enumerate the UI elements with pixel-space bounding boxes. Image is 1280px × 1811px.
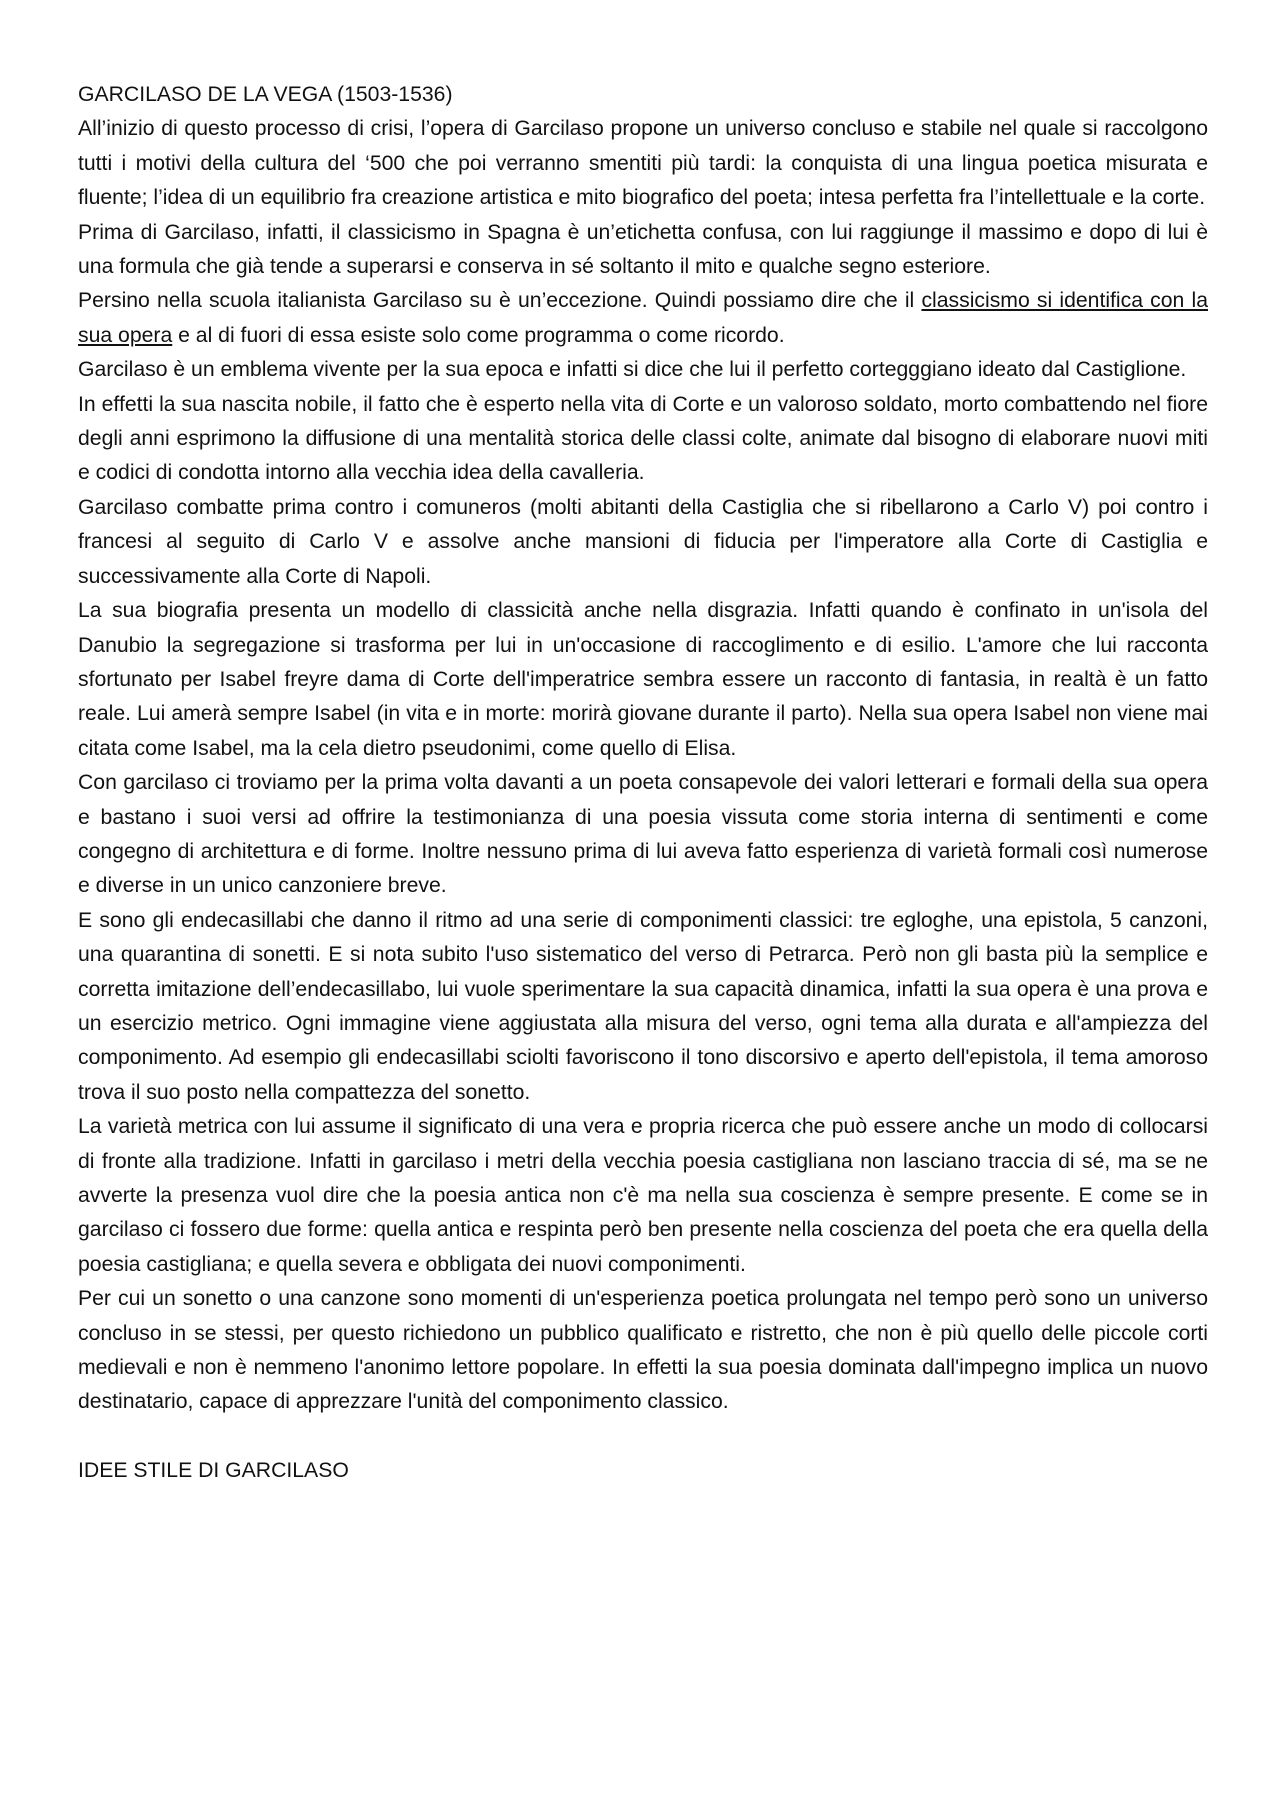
paragraph-10: La varietà metrica con lui assume il significato di una vera e propria ricerca che può essere anche un modo di collocarsi di fronte alla tradizione. Infatti in garcilaso i metri della vecchia poesia castigliana non lasciano traccia di sé, ma se ne avverte la presenza vuol dire che la poesia antica non c'è ma nella sua coscienza è sempre presente. E come se in garcilaso ci fossero due forme: quella antica e respinta però ben presente nella coscienza del poeta che era quella della poesia castigliana; e quella severa e obbligata dei nuovi componimenti. [78,1115,1208,1276]
paragraph-5: In effetti la sua nascita nobile, il fatto che è esperto nella vita di Corte e un valoroso soldato, morto combattendo nel fiore degli anni esprimono la diffusione di una mentalità storica delle classi colte, animate dal bisogno di elaborare nuovi miti e codici di condotta intorno alla vecchia idea della cavalleria. [78,392,1208,485]
paragraph-11: Per cui un sonetto o una canzone sono momenti di un'esperienza poetica prolungata nel tempo però sono un universo concluso in se stessi, per questo richiedono un pubblico qualificato e ristretto, che non è più quello delle piccole corti medievali e non è nemmeno l'anonimo lettore popolare. In effetti la sua poesia dominata dall'impegno implica un nuovo destinatario, capace di apprezzare l'unità del componimento classico. [78,1287,1208,1414]
paragraph-3-after: e al di fuori di essa esiste solo come programma o come ricordo. [172,323,785,347]
document-title: GARCILASO DE LA VEGA (1503-1536) [78,83,453,106]
paragraph-1: All’inizio di questo processo di crisi, l’opera di Garcilaso propone un universo concluso e stabile nel quale si raccolgono tutti i motivi della cultura del ‘500 che poi verranno smentiti più tardi: la conquista di una lingua poetica misurata e fluente; l’idea di un equilibrio fra creazione artistica e mito biografico del poeta; intesa perfetta fra l’intellettuale e la corte. [78,117,1208,210]
paragraph-9: E sono gli endecasillabi che danno il ritmo ad una serie di componimenti classici: tre egloghe, una epistola, 5 canzoni, una quarantina di sonetti. E si nota subito l'uso sistematico del verso di Petrarca. Però non gli basta più la semplice e corretta imitazione dell’endecasillabo, lui vuole sperimentare la sua capacità dinamica, infatti la sua opera è una prova e un esercizio metrico. Ogni immagine viene aggiustata alla misura del verso, ogni tema alla durata e all'ampiezza del componimento. Ad esempio gli endecasillabi sciolti favoriscono il tono discorsivo e aperto dell'epistola, il tema amoroso trova il suo posto nella compattezza del sonetto. [78,908,1208,1104]
paragraph-3-before: Persino nella scuola italianista Garcilaso su è un’eccezione. Quindi possiamo dire che il [78,289,922,313]
paragraph-2: Prima di Garcilaso, infatti, il classicismo in Spagna è un’etichetta confusa, con lui raggiunge il massimo e dopo di lui è una formula che già tende a superarsi e conserva in sé soltanto il mito e qualche segno esteriore. [78,220,1208,279]
paragraph-4: Garcilaso è un emblema vivente per la sua epoca e infatti si dice che lui il perfetto cortegggiano ideato dal Castiglione. [78,358,1187,382]
document-page [78,78,1208,1489]
underlined-phrase: classicismo si identifica con la sua opera [78,289,1208,347]
paragraph-6: Garcilaso combatte prima contro i comuneros (molti abitanti della Castiglia che si ribellarono a Carlo V) poi contro i francesi al seguito di Carlo V e assolve anche mansioni di fiducia per l'imperatore alla Corte di Castiglia e successivamente alla Corte di Napoli. [78,495,1208,588]
section-heading: IDEE STILE DI GARCILASO [78,1459,349,1483]
paragraph-3 [78,284,1208,353]
paragraph-7: La sua biografia presenta un modello di classicità anche nella disgrazia. Infatti quando è confinato in un'isola del Danubio la segregazione si trasforma per lui in un'occasione di raccoglimento e di esilio. L'amore che lui racconta sfortunato per Isabel freyre dama di Corte dell'imperatrice sembra essere un racconto di fantasia, in realtà è un fatto reale. Lui amerà sempre Isabel (in vita e in morte: morirà giovane durante il parto). Nella sua opera Isabel non viene mai citata come Isabel, ma la cela dietro pseudonimi, come quello di Elisa. [78,599,1208,760]
blank-line [78,1420,1208,1454]
paragraph-8: Con garcilaso ci troviamo per la prima volta davanti a un poeta consapevole dei valori letterari e formali della sua opera e bastano i suoi versi ad offrire la testimonianza di una poesia vissuta come storia interna di sentimenti e come congegno di architettura e di forme. Inoltre nessuno prima di lui aveva fatto esperienza di varietà formali così numerose e diverse in un unico canzoniere breve. [78,771,1208,898]
